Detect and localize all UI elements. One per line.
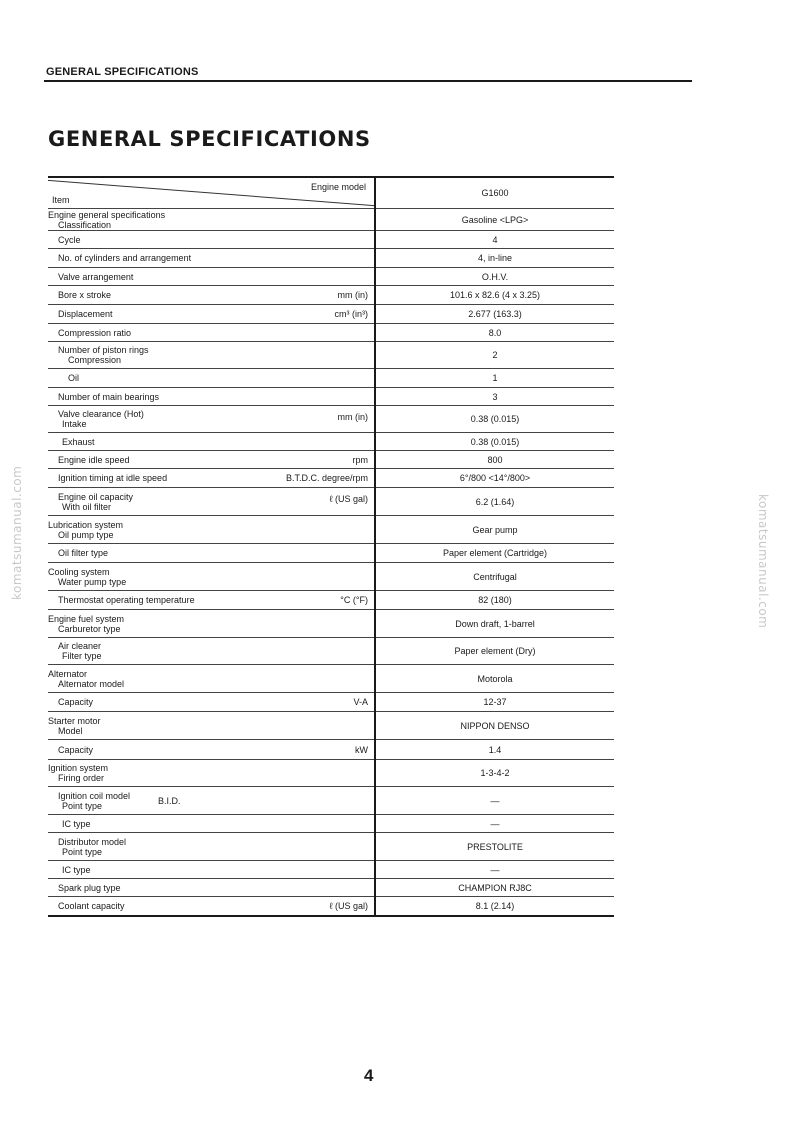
item-cell <box>48 897 375 916</box>
table-row <box>48 712 614 740</box>
page-title: GENERAL SPECIFICATIONS <box>48 127 371 151</box>
item-label: Item <box>52 195 70 205</box>
table-row <box>48 815 614 833</box>
spec-value: 12-37 <box>375 693 614 712</box>
item-cell <box>48 740 375 760</box>
item-label: Ignition system <box>48 763 109 773</box>
table-row <box>48 740 614 760</box>
item-label: Cycle <box>58 234 81 245</box>
item-cell <box>48 610 375 638</box>
item-label: Thermostat operating temperature <box>58 595 195 605</box>
spec-value: Motorola <box>375 665 614 693</box>
table-row <box>48 249 614 268</box>
spec-value: NIPPON DENSO <box>375 712 614 740</box>
spec-value: 800 <box>375 451 614 469</box>
spec-value: Paper element (Cartridge) <box>375 544 614 563</box>
item-cell <box>48 268 375 286</box>
table-row <box>48 451 614 469</box>
table-row <box>48 544 614 563</box>
unit-label: °C (°F) <box>340 595 368 605</box>
item-cell <box>48 209 375 231</box>
item-label: Cooling system <box>48 566 110 577</box>
item-cell <box>48 249 375 268</box>
table-row <box>48 342 614 369</box>
sub-item-label: Carburetor type <box>58 623 121 634</box>
item-cell <box>48 406 375 433</box>
unit-label: ℓ (US gal) <box>329 494 368 504</box>
item-cell <box>48 342 375 369</box>
table-row <box>48 369 614 388</box>
sub-item-label: Model <box>58 725 83 736</box>
item-label: Engine idle speed <box>58 454 130 465</box>
item-cell <box>48 760 375 787</box>
table-row <box>48 388 614 406</box>
item-cell <box>48 693 375 712</box>
spec-value: Paper element (Dry) <box>375 638 614 665</box>
sub-item-label: Alternator model <box>58 678 125 689</box>
spec-value: 4 <box>375 231 614 249</box>
table-row <box>48 787 614 815</box>
spec-value: 1 <box>375 369 614 388</box>
unit-label: cm³ (in³) <box>334 309 368 319</box>
table-row <box>48 665 614 693</box>
item-label: No. of cylinders and arrangement <box>58 253 192 263</box>
table-row <box>48 231 614 249</box>
item-cell <box>48 833 375 861</box>
item-label: Valve clearance (Hot) <box>58 409 144 419</box>
item-cell <box>48 516 375 544</box>
sub-item-label: With oil filter <box>62 501 112 512</box>
item-label: Capacity <box>58 697 94 707</box>
spec-table <box>48 176 614 917</box>
watermark-left: komatsumanual.com <box>10 465 24 600</box>
table-row <box>48 324 614 342</box>
item-label: IC type <box>62 864 91 875</box>
engine-model-label: Engine model <box>310 182 366 192</box>
table-row <box>48 591 614 610</box>
item-label: Ignition coil model <box>58 790 131 801</box>
item-cell <box>48 544 375 563</box>
spec-value: 8.1 (2.14) <box>375 897 614 916</box>
table-row <box>48 516 614 544</box>
item-label: Oil filter type <box>58 548 109 558</box>
item-cell <box>48 451 375 469</box>
table-row <box>48 406 614 433</box>
unit-label: mm (in) <box>337 412 368 422</box>
item-cell <box>48 231 375 249</box>
spec-value: 0.38 (0.015) <box>375 433 614 451</box>
running-header: GENERAL SPECIFICATIONS <box>46 66 199 78</box>
item-label: Air cleaner <box>58 641 102 651</box>
table-row <box>48 879 614 897</box>
item-label: Capacity <box>58 744 94 755</box>
spec-value: 4, in-line <box>375 249 614 268</box>
item-label: Displacement <box>58 309 113 319</box>
item-label: Distributor model <box>58 836 127 847</box>
sub-item-label: Compression <box>68 355 122 365</box>
item-cell <box>48 488 375 516</box>
table-row <box>48 469 614 488</box>
model-value: G1600 <box>375 177 614 209</box>
spec-value: 101.6 x 82.6 (4 x 3.25) <box>375 286 614 305</box>
spec-value: 1-3-4-2 <box>375 760 614 787</box>
spec-value: 82 (180) <box>375 591 614 610</box>
table-row <box>48 268 614 286</box>
item-cell <box>48 787 375 815</box>
unit-label: kW <box>355 744 368 755</box>
spec-value: 6°/800 <14°/800> <box>375 469 614 488</box>
sub-item-label: Water pump type <box>58 576 127 587</box>
sub-item-label: Intake <box>62 419 87 429</box>
spec-value: Gear pump <box>375 516 614 544</box>
unit-label: ℓ (US gal) <box>329 900 368 911</box>
spec-value: 6.2 (1.64) <box>375 488 614 516</box>
table-row <box>48 693 614 712</box>
table-row <box>48 610 614 638</box>
item-label: Oil <box>68 373 79 383</box>
item-cell <box>48 861 375 879</box>
spec-value: — <box>375 861 614 879</box>
spec-value: CHAMPION RJ8C <box>375 879 614 897</box>
item-cell <box>48 712 375 740</box>
item-label: Number of main bearings <box>58 391 160 402</box>
item-label: Engine fuel system <box>48 613 125 624</box>
unit-label: rpm <box>352 454 368 465</box>
item-label: Engine general specifications <box>48 209 166 220</box>
spec-value: — <box>375 815 614 833</box>
sub-item-label: Classification <box>58 219 112 230</box>
sub-item-label: Filter type <box>62 651 102 661</box>
spec-value: — <box>375 787 614 815</box>
table-row <box>48 897 614 916</box>
item-cell <box>48 638 375 665</box>
item-label: Valve arrangement <box>58 271 134 282</box>
item-cell <box>48 388 375 406</box>
spec-value: Down draft, 1-barrel <box>375 610 614 638</box>
item-cell <box>48 286 375 305</box>
item-cell <box>48 469 375 488</box>
unit-label: B.T.D.C. degree/rpm <box>285 473 368 483</box>
item-label: Compression ratio <box>58 327 132 338</box>
item-label: IC type <box>62 818 91 829</box>
item-cell <box>48 879 375 897</box>
spec-value: 1.4 <box>375 740 614 760</box>
item-cell <box>48 433 375 451</box>
table-row <box>48 488 614 516</box>
sub-item-label: Point type <box>62 800 103 811</box>
sub-item-label: Point type <box>62 846 103 857</box>
item-label: Bore x stroke <box>58 290 112 300</box>
spec-value: Gasoline <LPG> <box>375 209 614 231</box>
spec-value: 0.38 (0.015) <box>375 406 614 433</box>
table-row <box>48 433 614 451</box>
spec-value: 3 <box>375 388 614 406</box>
item-cell <box>48 369 375 388</box>
item-note: B.I.D. <box>158 795 181 806</box>
item-label: Ignition timing at idle speed <box>58 473 168 483</box>
item-label: Spark plug type <box>58 882 121 893</box>
item-cell <box>48 591 375 610</box>
header-item-cell <box>48 177 375 209</box>
spec-value: 8.0 <box>375 324 614 342</box>
item-label: Number of piston rings <box>58 345 149 355</box>
table-row <box>48 638 614 665</box>
table-row <box>48 760 614 787</box>
table-row <box>48 833 614 861</box>
spec-value: 2.677 (163.3) <box>375 305 614 324</box>
item-label: Starter motor <box>48 715 101 726</box>
spec-value: O.H.V. <box>375 268 614 286</box>
watermark-right: komatsumanual.com <box>756 494 770 629</box>
table-row <box>48 209 614 231</box>
item-cell <box>48 324 375 342</box>
spec-value: 2 <box>375 342 614 369</box>
item-label: Alternator <box>48 668 88 679</box>
unit-label: mm (in) <box>337 290 368 300</box>
item-label: Exhaust <box>62 436 95 447</box>
item-cell <box>48 665 375 693</box>
header-rule <box>44 80 692 82</box>
item-label: Coolant capacity <box>58 900 125 911</box>
page-number: 4 <box>364 1066 374 1085</box>
spec-value: PRESTOLITE <box>375 833 614 861</box>
spec-value: Centrifugal <box>375 563 614 591</box>
unit-label: V-A <box>353 697 368 707</box>
table-header-row <box>48 177 614 209</box>
table-row <box>48 286 614 305</box>
item-cell <box>48 563 375 591</box>
table-row <box>48 305 614 324</box>
sub-item-label: Oil pump type <box>58 529 114 540</box>
item-label: Lubrication system <box>48 519 124 530</box>
table-row <box>48 861 614 879</box>
item-label: Engine oil capacity <box>58 491 134 502</box>
item-cell <box>48 305 375 324</box>
item-cell <box>48 815 375 833</box>
sub-item-label: Firing order <box>58 773 105 783</box>
table-row <box>48 563 614 591</box>
